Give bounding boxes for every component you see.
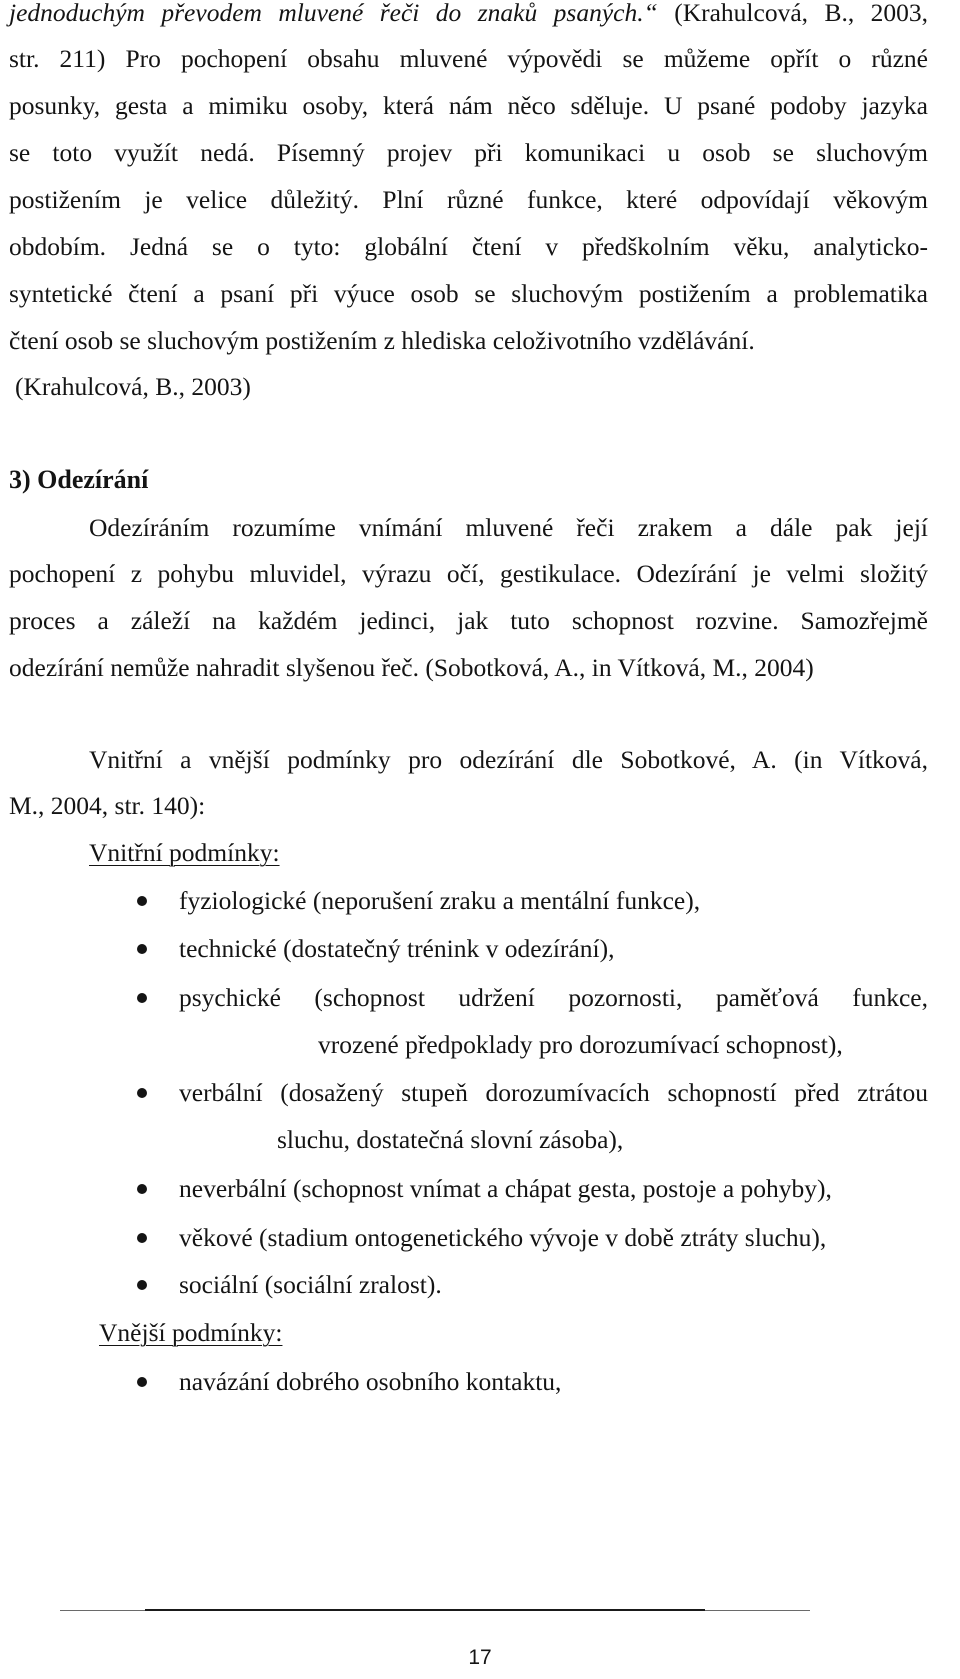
page-number: 17 xyxy=(468,1646,492,1669)
paragraph-line xyxy=(9,0,928,30)
citation: (Krahulcová, B., 2003) xyxy=(15,372,251,401)
paragraph-line: Vnitřní a vnější podmínky pro odezírání dle Sobotkové, A. (in Vítková, xyxy=(89,745,928,774)
list-item: technické (dostatečný trénink v odezírání), xyxy=(179,934,615,963)
list-item: fyziologické (neporušení zraku a mentální funkce), xyxy=(179,886,701,915)
list-item-continuation: vrozené předpoklady pro dorozumívací schopnost), xyxy=(318,1030,843,1059)
list-item: sociální (sociální zralost). xyxy=(179,1270,442,1299)
paragraph-line: obdobím. Jedná se o tyto: globální čtení v předškolním věku, analyticko- xyxy=(9,232,928,261)
paragraph-line: odezírání nemůže nahradit slyšenou řeč. (Sobotková, A., in Vítková, M., 2004) xyxy=(9,653,814,682)
citation-text: (Krahulcová, B., 2003, xyxy=(674,0,928,27)
list-item: věkové (stadium ontogenetického vývoje v době ztráty sluchu), xyxy=(179,1223,827,1252)
bullet-icon xyxy=(137,1184,147,1194)
list-item-continuation: sluchu, dostatečná slovní zásoba), xyxy=(277,1125,624,1154)
bullet-icon xyxy=(137,1233,147,1243)
paragraph-line: čtení osob se sluchovým postižením z hlediska celoživotního vzdělávání. xyxy=(9,326,755,355)
list-item: neverbální (schopnost vnímat a chápat gesta, postoje a pohyby), xyxy=(179,1174,832,1203)
paragraph-line: str. 211) Pro pochopení obsahu mluvené výpovědi se můžeme opřít o různé xyxy=(9,44,928,73)
footer-divider xyxy=(145,1609,705,1611)
bullet-icon xyxy=(137,896,147,906)
internal-conditions-heading: Vnitřní podmínky: xyxy=(89,838,280,867)
paragraph-line: se toto využít nedá. Písemný projev při komunikaci u osob se sluchovým xyxy=(9,138,928,167)
paragraph-line: postižením je velice důležitý. Plní různé funkce, které odpovídají věkovým xyxy=(9,185,928,214)
list-item: verbální (dosažený stupeň dorozumívacích schopností před ztrátou xyxy=(179,1078,928,1107)
paragraph-line: syntetické čtení a psaní při výuce osob se sluchovým postižením a problematika xyxy=(9,279,928,308)
quote-italic: jednoduchým převodem mluvené řeči do znaků psaných.“ xyxy=(9,0,658,27)
section-heading: 3) Odezírání xyxy=(9,465,149,494)
paragraph-line: pochopení z pohybu mluvidel, výrazu očí, gestikulace. Odezírání je velmi složitý xyxy=(9,559,928,588)
paragraph-line: proces a záleží na každém jedinci, jak tuto schopnost rozvine. Samozřejmě xyxy=(9,606,928,635)
list-item: navázání dobrého osobního kontaktu, xyxy=(179,1367,562,1396)
bullet-icon xyxy=(137,1088,147,1098)
bullet-icon xyxy=(137,944,147,954)
paragraph-line: M., 2004, str. 140): xyxy=(9,791,206,820)
paragraph-line: Odezíráním rozumíme vnímání mluvené řeči zrakem a dále pak její xyxy=(89,513,928,542)
external-conditions-heading: Vnější podmínky: xyxy=(99,1318,283,1347)
bullet-icon xyxy=(137,1280,147,1290)
list-item: psychické (schopnost udržení pozornosti, paměťová funkce, xyxy=(179,983,928,1012)
paragraph-line: posunky, gesta a mimiku osoby, která nám něco sděluje. U psané podoby jazyka xyxy=(9,91,928,120)
bullet-icon xyxy=(137,993,147,1003)
bullet-icon xyxy=(137,1377,147,1387)
